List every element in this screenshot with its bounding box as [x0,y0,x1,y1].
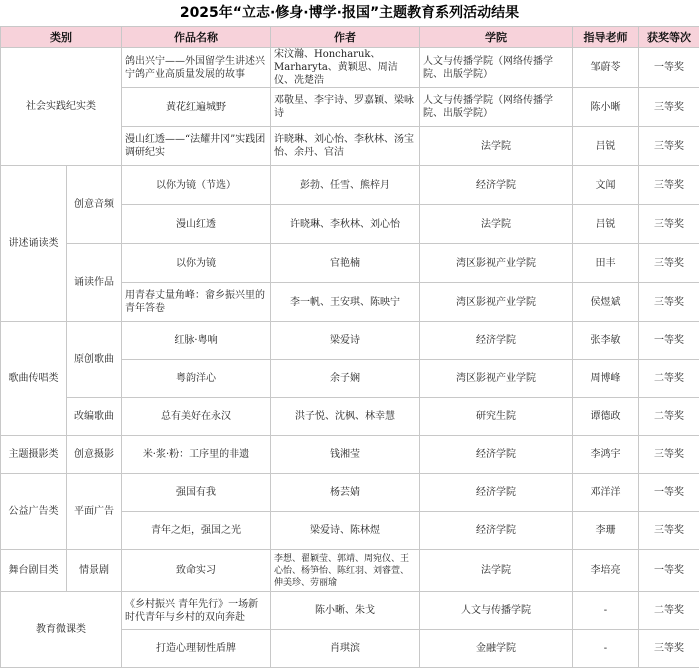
author-cell: 邓敬星、李宇诗、罗嘉颖、梁咏诗 [271,88,420,127]
table-row [1,436,699,474]
author-cell: 彭勃、任雪、熊梓月 [271,166,420,205]
work-cell: 致命实习 [122,550,271,592]
award-cell: 二等奖 [639,398,699,436]
teacher-cell: - [573,630,639,668]
author-cell: 梁爱诗 [271,322,420,360]
college-cell: 法学院 [420,550,573,592]
category-cell: 讲述诵读类 [1,166,67,322]
subcategory-cell: 平面广告 [67,474,122,550]
work-cell: 漫山红透——“法耀井冈”实践团调研纪实 [122,127,271,166]
category-cell: 主题摄影类 [1,436,67,474]
category-cell: 教育微课类 [1,592,122,668]
award-cell: 二等奖 [639,592,699,630]
college-cell: 经济学院 [420,322,573,360]
results-table [0,26,699,668]
table-row [1,244,699,283]
category-cell: 歌曲传唱类 [1,322,67,436]
college-cell: 湾区影视产业学院 [420,244,573,283]
author-cell: 梁爱诗、陈林煜 [271,512,420,550]
table-row [1,166,699,205]
work-cell: 强国有我 [122,474,271,512]
work-cell: 红脉·粤响 [122,322,271,360]
college-cell: 法学院 [420,205,573,244]
table-row [1,398,699,436]
work-cell: 青年之炬，强国之光 [122,512,271,550]
work-cell: 以你为镜 [122,244,271,283]
award-cell: 三等奖 [639,244,699,283]
table-row [1,322,699,360]
teacher-cell: 陈小晰 [573,88,639,127]
category-cell: 社会实践纪实类 [1,48,122,166]
college-cell: 湾区影视产业学院 [420,360,573,398]
award-cell: 一等奖 [639,550,699,592]
author-cell: 官艳楠 [271,244,420,283]
college-cell: 法学院 [420,127,573,166]
award-cell: 三等奖 [639,283,699,322]
author-cell: 宋汶瀚、Honcharuk、Marharyta、黄颖思、周洁仪、冼楚浩 [271,48,420,88]
award-cell: 一等奖 [639,48,699,88]
table-row [1,592,699,630]
college-cell: 金融学院 [420,630,573,668]
work-cell: 以你为镜（节选） [122,166,271,205]
header-college: 学院 [420,27,573,48]
college-cell: 经济学院 [420,436,573,474]
award-cell: 三等奖 [639,630,699,668]
work-cell: 打造心理韧性盾牌 [122,630,271,668]
teacher-cell: 李培亮 [573,550,639,592]
author-cell: 钱湘莹 [271,436,420,474]
teacher-cell: 周博峰 [573,360,639,398]
author-cell: 杨芸婧 [271,474,420,512]
work-cell: 《乡村振兴 青年先行》一场新时代青年与乡村的双向奔赴 [122,592,271,630]
college-cell: 人文与传播学院（网络传播学院、出版学院） [420,88,573,127]
author-cell: 肖琪滨 [271,630,420,668]
header-award: 获奖等次 [639,27,699,48]
work-cell: 米·浆·粉：工序里的非遗 [122,436,271,474]
work-cell: 鸽出兴宁——外国留学生讲述兴宁鸽产业高质量发展的故事 [122,48,271,88]
table-row [1,474,699,512]
teacher-cell: - [573,592,639,630]
teacher-cell: 谭德政 [573,398,639,436]
category-cell: 公益广告类 [1,474,67,550]
table-row [1,48,699,88]
teacher-cell: 李鸿宇 [573,436,639,474]
teacher-cell: 侯煜斌 [573,283,639,322]
header-category: 类别 [1,27,122,48]
work-cell: 总有美好在永汉 [122,398,271,436]
subcategory-cell: 诵读作品 [67,244,122,322]
college-cell: 经济学院 [420,474,573,512]
teacher-cell: 文闻 [573,166,639,205]
award-cell: 三等奖 [639,512,699,550]
college-cell: 经济学院 [420,166,573,205]
college-cell: 经济学院 [420,512,573,550]
award-cell: 三等奖 [639,127,699,166]
author-cell: 余子娴 [271,360,420,398]
author-cell: 许晓琳、刘心怡、李秋林、汤宝怡、余丹、官洁 [271,127,420,166]
teacher-cell: 邹蔚苓 [573,48,639,88]
header-author: 作者 [271,27,420,48]
award-cell: 一等奖 [639,322,699,360]
table-header-row [1,27,699,48]
header-teacher: 指导老师 [573,27,639,48]
college-cell: 人文与传播学院（网络传播学院、出版学院） [420,48,573,88]
author-cell: 洪子悦、沈枫、林幸慧 [271,398,420,436]
teacher-cell: 吕锐 [573,127,639,166]
teacher-cell: 田丰 [573,244,639,283]
college-cell: 湾区影视产业学院 [420,283,573,322]
award-cell: 三等奖 [639,88,699,127]
author-cell: 李一帆、王安琪、陈映宁 [271,283,420,322]
award-cell: 三等奖 [639,436,699,474]
category-cell: 舞台剧目类 [1,550,67,592]
award-cell: 三等奖 [639,166,699,205]
page-title: 2025年“立志·修身·博学·报国”主题教育系列活动结果 [179,5,520,21]
work-cell: 漫山红透 [122,205,271,244]
teacher-cell: 邓洋洋 [573,474,639,512]
author-cell: 李想、翟颖莹、郭靖、周宛仪、王心怡、杨笋怡、陈红羽、刘睿萱、伸美珍、劳丽瑜 [271,550,420,592]
subcategory-cell: 创意音频 [67,166,122,244]
work-cell: 用青春丈量角峰：畲乡振兴里的青年答卷 [122,283,271,322]
teacher-cell: 李珊 [573,512,639,550]
subcategory-cell: 创意摄影 [67,436,122,474]
college-cell: 研究生院 [420,398,573,436]
table-row [1,550,699,592]
author-cell: 许晓琳、李秋林、刘心怡 [271,205,420,244]
teacher-cell: 张李敏 [573,322,639,360]
subcategory-cell: 原创歌曲 [67,322,122,398]
author-cell: 陈小晰、朱戈 [271,592,420,630]
teacher-cell: 吕锐 [573,205,639,244]
subcategory-cell: 改编歌曲 [67,398,122,436]
header-work: 作品名称 [122,27,271,48]
award-cell: 三等奖 [639,205,699,244]
work-cell: 粤韵洋心 [122,360,271,398]
subcategory-cell: 情景剧 [67,550,122,592]
award-cell: 一等奖 [639,474,699,512]
college-cell: 人文与传播学院 [420,592,573,630]
work-cell: 黄花红遍城野 [122,88,271,127]
award-cell: 二等奖 [639,360,699,398]
